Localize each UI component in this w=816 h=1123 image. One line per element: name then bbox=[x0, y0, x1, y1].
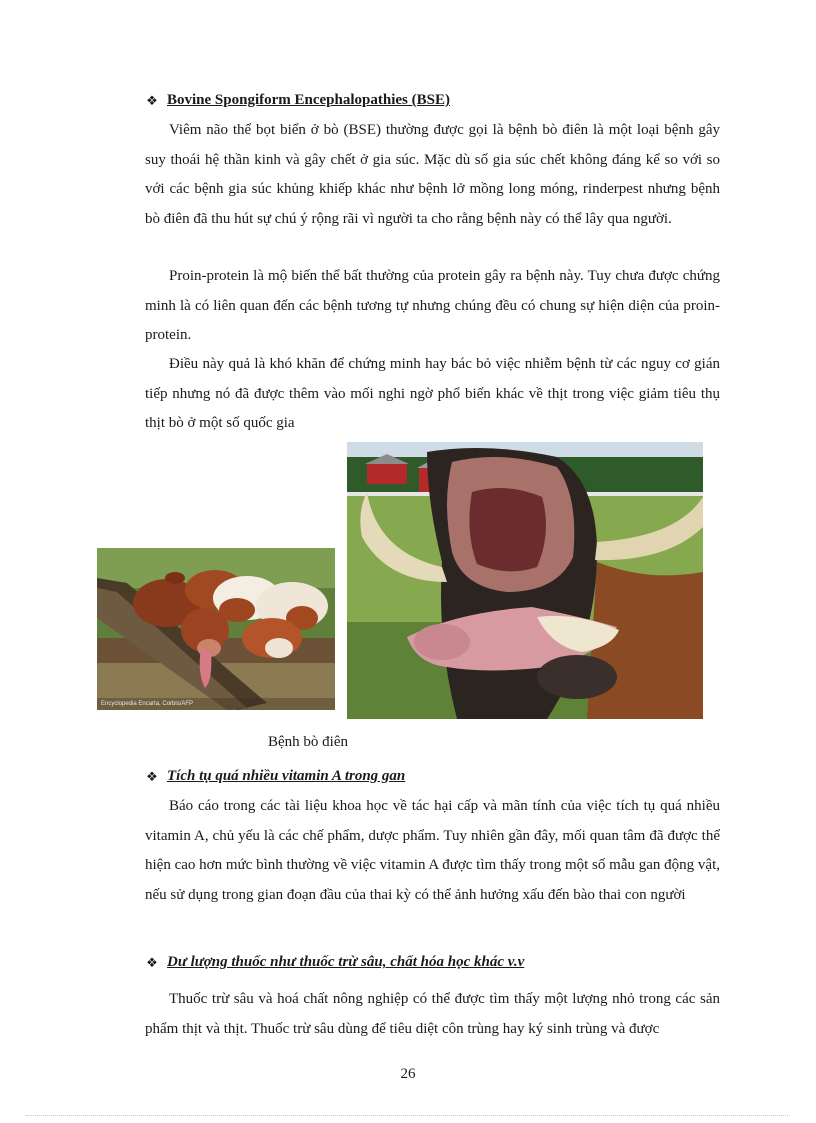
paragraph: Điều này quả là khó khăn để chứng minh hay bác bỏ việc nhiễm bệnh từ các nguy cơ gián tiếp nhưng nó đã được thêm vào mối nghi ngờ phổ biến khác về thịt trong việc giảm tiêu thụ thịt bò ở một số quốc gia bbox=[145, 356, 720, 431]
diamond-bullet-icon: ❖ bbox=[146, 92, 158, 108]
section-title: Dư lượng thuốc như thuốc trừ sâu, chất hóa học khác v.v bbox=[167, 954, 525, 970]
section-heading-bse bbox=[145, 92, 450, 109]
page-number: 26 bbox=[400, 1066, 416, 1082]
diamond-bullet-icon: ❖ bbox=[146, 954, 158, 970]
section-title: Bovine Spongiform Encephalopathies (BSE) bbox=[167, 92, 450, 108]
section-heading-vitamin-a bbox=[145, 768, 405, 785]
section-title: Tích tụ quá nhiều vitamin A trong gan bbox=[167, 768, 406, 784]
section-heading-pesticides bbox=[145, 954, 524, 971]
footer-divider bbox=[26, 1115, 790, 1116]
bull-tongue-photo bbox=[347, 442, 703, 719]
paragraph: Báo cáo trong các tài liệu khoa học về tác hại cấp và mãn tính của việc tích tụ quá nhiều vitamin A, chủ yếu là các chế phẩm, dược phẩm. Tuy nhiên gần đây, mối quan tâm đã được thể hiện cao hơn mức bình thường về việc vitamin A được tìm thấy trong một số mẫu gan động vật, nếu sử dụng trong gian đoạn đầu của thai kỳ có thể ảnh hưởng xấu đến bào thai con người bbox=[145, 798, 720, 903]
paragraph: Proin-protein là mộ biến thể bất thường của protein gây ra bệnh này. Tuy chưa được chứng minh là có liên quan đến các bệnh tương tự nhưng chúng đều có chung sự hiện diện của proin-protein. bbox=[145, 268, 720, 343]
photo-credit: Encyclopedia Encarta, Corbis/AFP bbox=[101, 701, 194, 707]
figure-caption: Bệnh bò điên bbox=[268, 734, 348, 750]
diamond-bullet-icon: ❖ bbox=[146, 768, 158, 784]
paragraph: Thuốc trừ sâu và hoá chất nông nghiệp có thể được tìm thấy một lượng nhỏ trong các sản phẩm thịt và thịt. Thuốc trừ sâu dùng để tiêu diệt côn trùng hay ký sinh trùng và được bbox=[145, 991, 720, 1037]
paragraph: Viêm não thể bọt biển ở bò (BSE) thường được gọi là bệnh bò điên là một loại bệnh gây suy thoái hệ thần kinh và gây chết ở gia súc. Mặc dù số gia súc chết không đáng kể so với so với các bệnh gia súc khủng khiếp khác như bệnh lở mồng long móng, rinderpest nhưng bệnh bò điên đã thu hút sự chú ý rộng rãi vì người ta cho rằng bệnh này có thể lây qua người. bbox=[145, 122, 720, 227]
cows-fence-photo bbox=[97, 548, 335, 710]
